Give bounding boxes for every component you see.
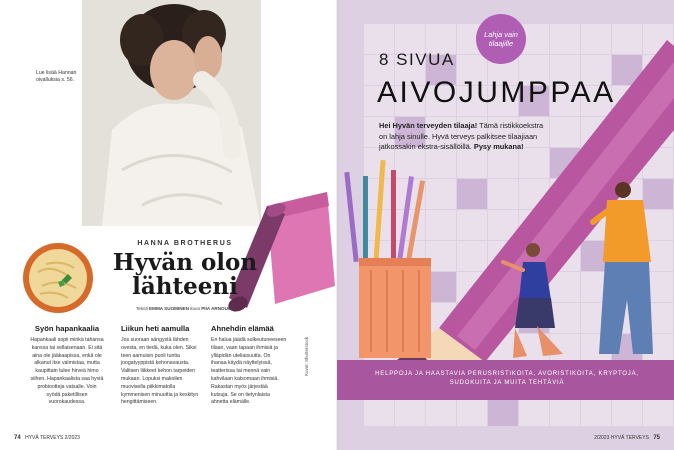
article-kicker: HANNA BROTHERUS [137, 240, 233, 247]
photo-caption: Lue lisää Hannan oivalluksia s. 56. [36, 70, 77, 83]
photo-credit: Kuvat: Shutterstock [304, 336, 309, 376]
byline-text-label: Teksti [135, 306, 148, 311]
pencil-cup [344, 160, 431, 358]
column-body: Jos suoraan sängystä lähden ovesta, en tiedä, kuka olen. Siksi teen aamuisin puoli tuntia joogatyyppistä kehonavausta. Valitsen liikkeet kehon tarpeiden mukaan. Lopuksi makoilen muovisella piikkimatolla kymmenisen minuuttia ja keskityn hengittämiseen. [121, 337, 199, 406]
folio-left [14, 435, 80, 441]
article-byline [95, 306, 275, 311]
intro-bold-greeting: Hei Hyvän terveyden tilaaja! [379, 121, 478, 130]
folio-text: HYVÄ TERVEYS 2/2023 [25, 435, 80, 441]
band-text: HELPPOJA JA HAASTAVIA PERUSRISTIKOITA, AVORISTIKOITA, KRYPTOJA, SUDOKUITA JA MUITA TEHTÄVIÄ [375, 371, 639, 386]
article-column-1 [30, 324, 104, 407]
folio-text: 2/2023 HYVÄ TERVEYS [594, 435, 649, 441]
column-heading: Ahnehdin elämää [211, 324, 274, 333]
intro-text [379, 121, 547, 153]
intro-bold-cta: Pysy mukana! [473, 142, 524, 151]
article-column-3 [211, 324, 287, 407]
subscriber-gift-badge: Lahja vain tilaajille [476, 14, 526, 64]
column-heading: Syön hapankaalia [34, 324, 100, 333]
page-number: 75 [653, 435, 660, 441]
article-column-2 [121, 324, 199, 407]
intro-body: Tämä ristikkoekstra on lahja sinulle. Hyvä terveys palkitsee tilaajiaan jatkossakin ekstra-sisällöillä. [379, 121, 544, 151]
page-spine-shadow [336, 0, 338, 450]
article-headline: Hyvän olon lähteeni [112, 249, 258, 300]
byline-text-author: EMMA SUOMINEN [149, 306, 189, 311]
sauerkraut-bowl-image [22, 242, 94, 314]
column-body: Hapankaali sopii minkä tahansa kanssa tai sellaisenaan. Ei sitä aina ole jääkaapissa, enkä ole alkanut itse valmistaa, mutta kaupittain tulee hirveä himo siihen. Hapankaalista saa hyviä probiootteja vatsalle. Voin syödä paketillisen vuorokaudessa. [30, 337, 104, 406]
right-page [337, 0, 674, 450]
pages-kicker: 8 SIVUA [379, 50, 455, 69]
page-number: 74 [14, 435, 21, 441]
folio-right [594, 435, 660, 441]
column-heading: Liikun heti aamulla [121, 324, 190, 333]
byline-photo-label: kuva [190, 306, 200, 311]
page-title: AIVOJUMPPAA [377, 76, 616, 109]
column-body: En halua jäädä sulkeutuneeseen tilaan, vaan tapaan ihmisiä ja ylläpidän uteliaisuutta. On ihanaa käydä näyttelyissä, teatterissa tai mennä vain kahvilaan katsomaan ihmisiä. Rakastan myös järjestää kutsuja. Se on tietynlaista ahnetta elämälle. [211, 337, 287, 406]
byline-photo-author: PIIA ARNOULD [201, 306, 235, 311]
